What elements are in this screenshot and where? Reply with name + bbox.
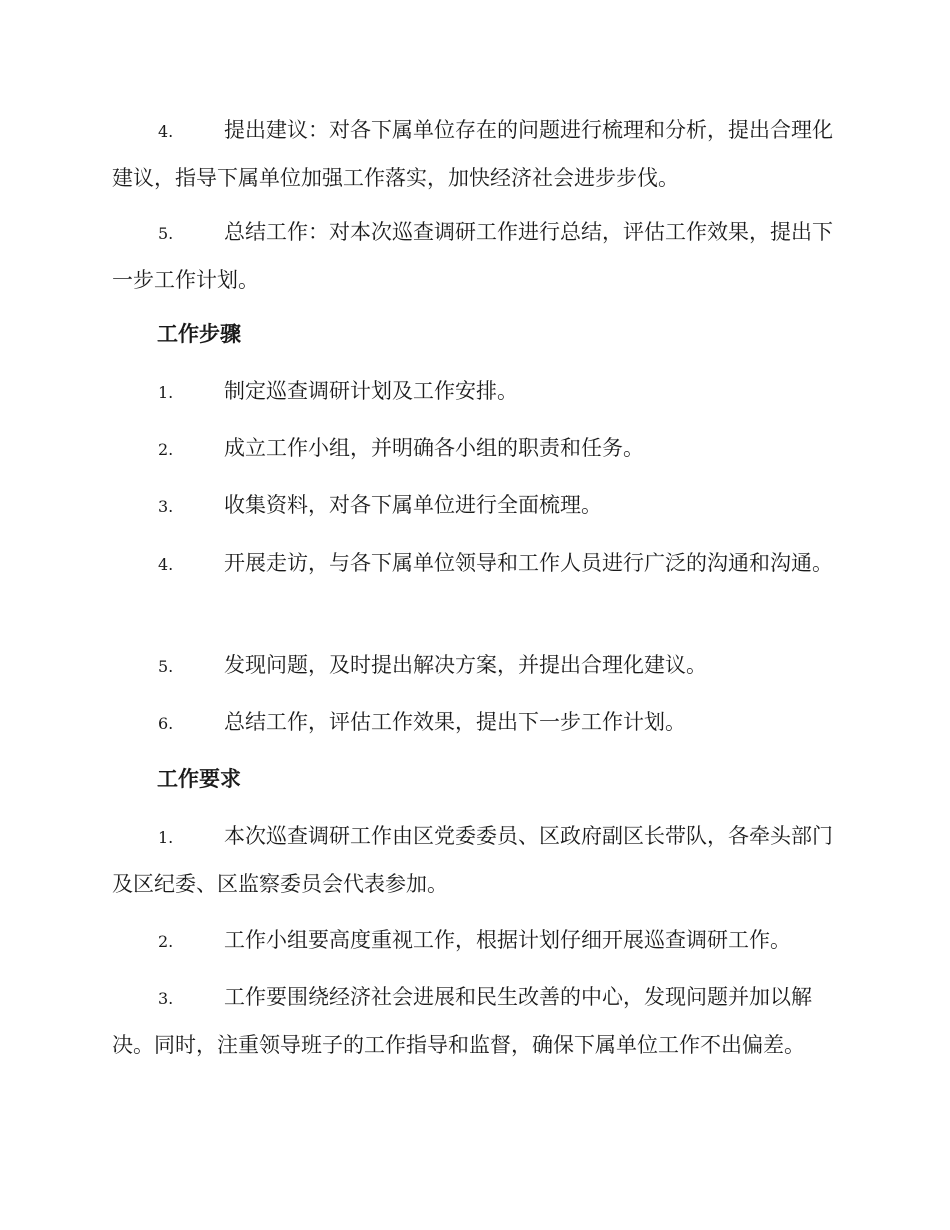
item-number: 5. <box>158 657 174 676</box>
list-item <box>112 540 838 588</box>
item-number: 1. <box>158 383 174 402</box>
item-text: 开展走访，与各下属单位领导和工作人员进行广泛的沟通和沟通。 <box>224 551 833 575</box>
list-item <box>112 482 838 530</box>
list-item <box>112 642 838 690</box>
item-text: 总结工作：对本次巡查调研工作进行总结，评估工作效果，提出下一步工作计划。 <box>112 220 833 292</box>
item-text: 成立工作小组，并明确各小组的职责和任务。 <box>224 436 644 460</box>
list-item <box>112 699 838 747</box>
item-number: 4. <box>158 122 174 141</box>
item-text: 工作小组要高度重视工作，根据计划仔细开展巡查调研工作。 <box>224 928 791 952</box>
list-item <box>112 368 838 416</box>
list-item <box>112 209 838 303</box>
item-text: 提出建议：对各下属单位存在的问题进行梳理和分析，提出合理化建议，指导下属单位加强工作落实，加快经济社会进步步伐。 <box>112 118 833 190</box>
item-number: 1. <box>158 828 174 847</box>
list-item <box>112 425 838 473</box>
item-text: 本次巡查调研工作由区党委委员、区政府副区长带队，各牵头部门及区纪委、区监察委员会代表参加。 <box>112 824 833 896</box>
list-item <box>112 974 838 1068</box>
section-heading-requirements: 工作要求 <box>157 766 241 791</box>
item-number: 6. <box>158 714 174 733</box>
item-number: 2. <box>158 440 174 459</box>
item-number: 3. <box>158 497 174 516</box>
item-text: 总结工作，评估工作效果，提出下一步工作计划。 <box>224 710 686 734</box>
list-item <box>112 813 838 907</box>
item-text: 收集资料，对各下属单位进行全面梳理。 <box>224 493 602 517</box>
item-number: 4. <box>158 555 174 574</box>
item-text: 发现问题，及时提出解决方案，并提出合理化建议。 <box>224 653 707 677</box>
item-number: 2. <box>158 932 174 951</box>
item-number: 5. <box>158 224 174 243</box>
item-text: 工作要围绕经济社会进展和民生改善的中心，发现问题并加以解决。同时，注重领导班子的工作指导和监督，确保下属单位工作不出偏差。 <box>112 985 812 1057</box>
list-item <box>112 917 838 965</box>
section-heading-steps: 工作步骤 <box>157 321 241 346</box>
item-number: 3. <box>158 989 174 1008</box>
list-item <box>112 107 838 201</box>
item-text: 制定巡查调研计划及工作安排。 <box>224 379 518 403</box>
